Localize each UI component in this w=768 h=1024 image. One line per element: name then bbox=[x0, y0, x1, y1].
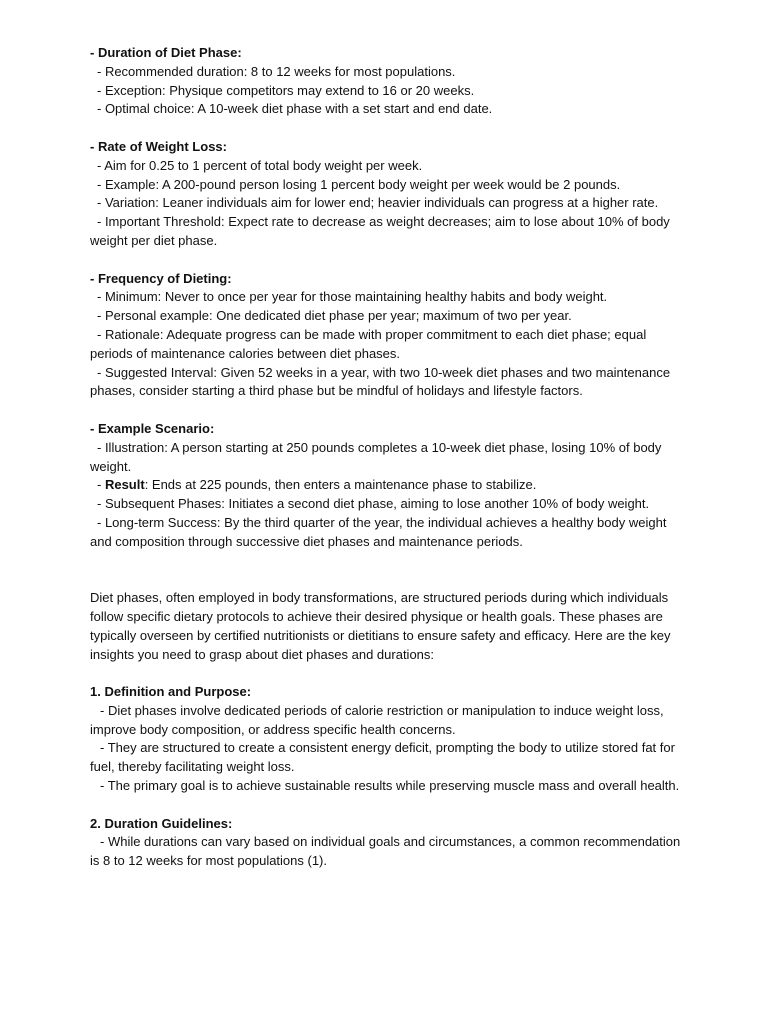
section-heading: - Duration of Diet Phase: bbox=[90, 45, 242, 60]
section-rate bbox=[90, 138, 688, 251]
list-item: - Aim for 0.25 to 1 percent of total body weight per week. bbox=[97, 157, 423, 173]
list-item-text: - Subsequent Phases: Initiates a second diet phase, aiming to lose another 10% of body weight. bbox=[97, 496, 650, 512]
section-heading: - Frequency of Dieting: bbox=[90, 270, 232, 286]
list-item-text: - Illustration: A person starting at 250 pounds completes a 10-week diet phase, losing 10% of body weight. bbox=[90, 439, 662, 474]
list-item-text: - Rationale: Adequate progress can be made with proper commitment to each diet phase; equal periods of maintenance calories between diet phases. bbox=[90, 326, 647, 361]
list-item-text: : Ends at 225 pounds, then enters a maintenance phase to stabilize. bbox=[144, 477, 537, 493]
list-item bbox=[90, 833, 688, 871]
list-item-text: - Diet phases involve dedicated periods of calorie restriction or manipulation to induce weight loss, improve body composition, or address specific health concerns. bbox=[90, 702, 664, 737]
section-frequency bbox=[90, 270, 688, 402]
list-item: - Recommended duration: 8 to 12 weeks for most populations. bbox=[97, 63, 456, 79]
list-item bbox=[90, 495, 688, 514]
result-label: Result bbox=[104, 477, 145, 493]
section-duration bbox=[90, 44, 688, 119]
list-item-text: - Variation: Leaner individuals aim for lower end; heavier individuals can progress at a higher rate. bbox=[97, 195, 659, 211]
list-item bbox=[90, 326, 688, 364]
list-item bbox=[90, 194, 688, 213]
list-item-text: - The primary goal is to achieve sustainable results while preserving muscle mass and overall health. bbox=[100, 778, 680, 794]
list-item bbox=[90, 777, 688, 796]
section-definition bbox=[90, 683, 688, 796]
section-scenario bbox=[90, 420, 688, 552]
list-item bbox=[90, 439, 688, 477]
list-item bbox=[90, 702, 688, 740]
list-item-dash: - bbox=[97, 477, 105, 493]
list-item bbox=[90, 213, 688, 251]
list-item: - Personal example: One dedicated diet phase per year; maximum of two per year. bbox=[97, 308, 572, 324]
list-item: - Minimum: Never to once per year for those maintaining healthy habits and body weight. bbox=[97, 289, 608, 305]
list-item-text: - Long-term Success: By the third quarter of the year, the individual achieves a healthy body weight and composition through successive diet phases and maintenance periods. bbox=[90, 514, 667, 549]
section-heading: - Rate of Weight Loss: bbox=[90, 138, 227, 154]
list-item: - Example: A 200-pound person losing 1 percent body weight per week would be 2 pounds. bbox=[97, 176, 621, 192]
list-item-text: - They are structured to create a consistent energy deficit, prompting the body to utilize stored fat for fuel, thereby facilitating weight loss. bbox=[90, 740, 675, 775]
list-item-text: - Important Threshold: Expect rate to decrease as weight decreases; aim to lose about 10% of body weight per diet phase. bbox=[90, 214, 670, 248]
list-item bbox=[90, 476, 688, 495]
list-item: - Optimal choice: A 10-week diet phase with a set start and end date. bbox=[97, 101, 493, 117]
list-item-text: - Suggested Interval: Given 52 weeks in a year, with two 10-week diet phases and two maintenance phases, consider starting a third phase but be mindful of holidays and lifestyle factors. bbox=[90, 364, 671, 399]
section-guidelines bbox=[90, 815, 688, 871]
list-item bbox=[90, 514, 688, 552]
section-heading: - Example Scenario: bbox=[90, 420, 215, 436]
section-heading: 1. Definition and Purpose: bbox=[90, 684, 252, 700]
section-heading: 2. Duration Guidelines: bbox=[90, 815, 233, 831]
list-item-text: - While durations can vary based on individual goals and circumstances, a common recommendation is 8 to 12 weeks for most populations (1). bbox=[90, 834, 681, 869]
list-item: - Exception: Physique competitors may extend to 16 or 20 weeks. bbox=[97, 82, 475, 98]
list-item bbox=[90, 364, 688, 402]
list-item bbox=[90, 739, 688, 777]
intro-paragraph: Diet phases, often employed in body transformations, are structured periods during which individuals follow specific dietary protocols to achieve their desired physique or health goals. These phases are typically overseen by certified nutritionists or dietitians to ensure safety and efficacy. Here are the key insights you need to grasp about diet phases and durations: bbox=[90, 590, 671, 662]
